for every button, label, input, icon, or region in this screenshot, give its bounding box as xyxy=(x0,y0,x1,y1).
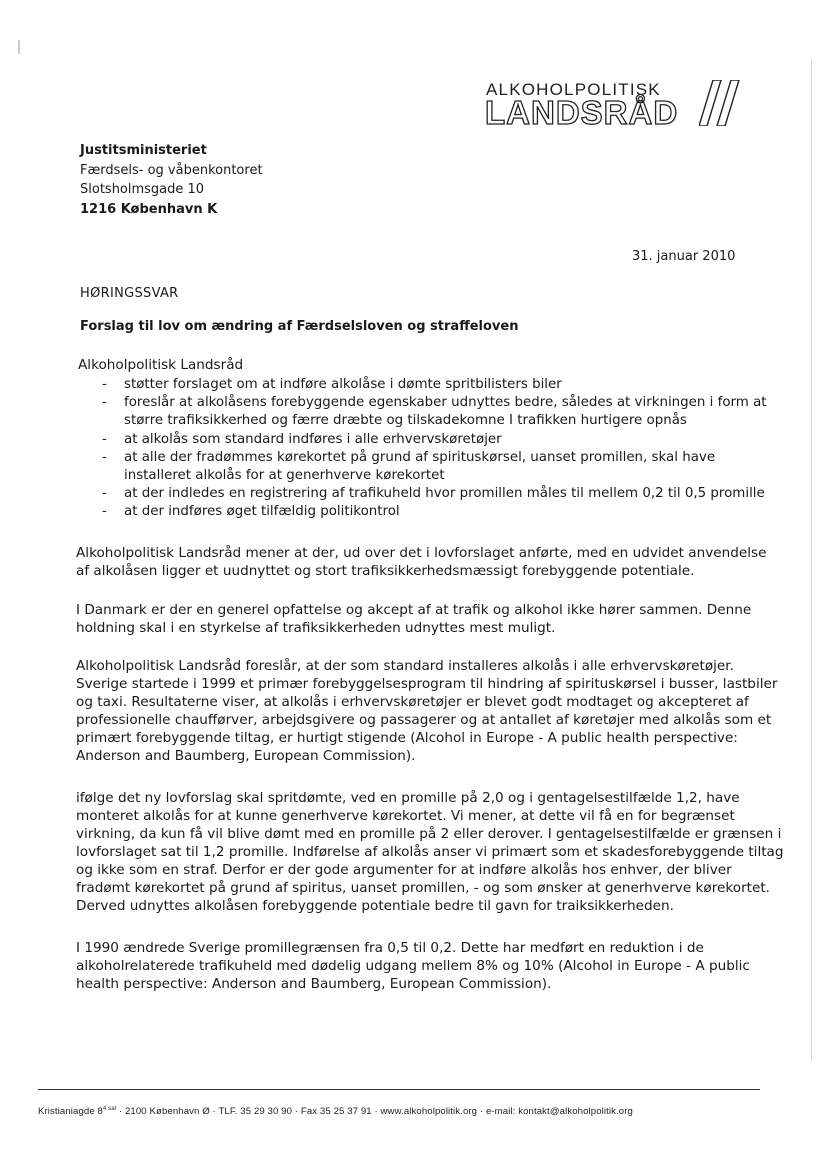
paragraph-line: I 1990 ændrede Sverige promillegrænsen fra 0,5 til 0,2. Dette har medført en reduktion i de xyxy=(76,940,704,956)
paragraph-line: ifølge det ny lovforslag skal spritdømte, ved en promille på 2,0 og i gentagelsestilfælde 1,2, have xyxy=(76,790,740,806)
paragraph-line: monteret alkolås for at kunne generhverve kørekortet. Vi mener, at dette vil få en for begrænset xyxy=(76,808,735,824)
recipient-office: Færdsels- og våbenkontoret xyxy=(80,162,263,178)
footer-floor: 4 sal xyxy=(102,1106,117,1112)
recipient-address xyxy=(80,141,263,219)
bullet-dash: - xyxy=(102,431,107,447)
recipient-street: Slotsholmsgade 10 xyxy=(80,182,205,197)
logo-line-2: LANDSRÅD xyxy=(485,94,679,131)
paragraph-line: Alkoholpolitisk Landsråd foreslår, at der som standard installeres alkolås i alle erhvervskøretøjer. xyxy=(76,658,734,674)
paragraph-line: og ikke som en straf. Derfor er der gode argumenter for at indføre alkolås hos enhver, der bliver xyxy=(76,862,732,878)
footer-contact-details: · 2100 København Ø · TLF. 35 29 30 90 · Fax 35 25 37 91 · www.alkoholpolitik.org · e-mail: kontakt@alkoholpolitik.org xyxy=(116,1106,633,1118)
paragraph-1 xyxy=(76,544,767,580)
list-item-text: at der indledes en registrering af trafikuheld hvor promillen måles til mellem 0,2 til 0,5 promille xyxy=(124,486,765,502)
logo-slash-icon xyxy=(699,80,741,130)
footer-contact xyxy=(38,1106,633,1117)
letter-heading: HØRINGSSVAR xyxy=(80,286,179,301)
paragraph-5 xyxy=(76,939,750,993)
paragraph-line: Anderson and Baumberg, European Commission). xyxy=(76,748,416,764)
paragraph-line: professionelle chaufførver, arbejdsgivere og passagerer og at antallet af køretøjer med alkolås som et xyxy=(76,712,772,728)
paragraph-3 xyxy=(76,657,778,765)
bullet-dash: - xyxy=(102,504,107,520)
intro-line: Alkoholpolitisk Landsråd xyxy=(78,357,244,373)
list-item xyxy=(102,376,767,394)
list-item xyxy=(102,394,767,430)
list-item-text: at der indføres øget tilfældig politikontrol xyxy=(124,504,400,520)
letter-date: 31. januar 2010 xyxy=(632,249,736,264)
list-item-text: at alkolås som standard indføres i alle erhvervskøretøjer xyxy=(124,431,502,447)
list-item xyxy=(102,485,767,503)
list-item-text: større trafiksikkerhed og færre dræbte og tilskadekomne I trafikken hurtigere opnås xyxy=(124,413,687,429)
list-item-text: installeret alkolås for at generhverve kørekortet xyxy=(124,468,445,484)
letter-subject: Forslag til lov om ændring af Færdselsloven og straffeloven xyxy=(80,319,519,334)
logo-line-1: ALKOHOLPOLITISK xyxy=(486,80,661,99)
paragraph-line: Alkoholpolitisk Landsråd mener at der, ud over det i lovforslaget anførte, med en udvidet anvendelse xyxy=(76,545,767,561)
paragraph-line: Sverige startede i 1999 et primær forebyggelsesprogram til hindring af spirituskørsel i busser, lastbiler xyxy=(76,676,778,692)
list-item-text: støtter forslaget om at indføre alkolåse i dømte spritbilisters biler xyxy=(124,377,562,392)
proposal-list xyxy=(102,376,767,522)
paragraph-4 xyxy=(76,789,784,915)
list-item xyxy=(102,449,767,485)
bullet-dash: - xyxy=(102,395,107,411)
bullet-dash: - xyxy=(102,486,107,502)
paragraph-line: health perspective: Anderson and Baumberg, European Commission). xyxy=(76,976,552,992)
list-item-text: foreslår at alkolåsens forebyggende egenskaber udnyttes bedre, således at virkningen i form at xyxy=(124,395,767,411)
footer-divider xyxy=(38,1089,760,1090)
paragraph-line: alkoholrelaterede trafikuheld med dødelig udgang mellem 8% og 10% (Alcohol in Europe - A public xyxy=(76,958,750,974)
paragraph-line: holdning skal i en styrkelse af trafiksikkerheden udnyttes mest muligt. xyxy=(76,620,556,636)
paragraph-line: primært forebyggende tiltag, er hurtigt stigende (Alcohol in Europe - A public health perspective: xyxy=(76,730,738,746)
list-item xyxy=(102,503,767,521)
scan-edge-mark xyxy=(811,60,812,1060)
paragraph-2 xyxy=(76,601,752,637)
paragraph-line: og taxi. Resultaterne viser, at alkolås i erhvervskøretøjer er blevet godt modtaget og akcepteret af xyxy=(76,694,749,710)
paragraph-line: lovforslaget sat til 1,2 promille. Indførelse af alkolås anser vi primært som et skadesforebyggende tiltag xyxy=(76,844,784,860)
paragraph-line: af alkolåsen ligger et uudnyttet og stort trafiksikkerhedsmæssigt forebyggende potentiale. xyxy=(76,563,695,579)
paragraph-line: I Danmark er der en generel opfattelse og akcept af at trafik og alkohol ikke hører sammen. Denne xyxy=(76,602,752,618)
recipient-name: Justitsministeriet xyxy=(80,143,207,158)
recipient-city: 1216 København K xyxy=(80,201,218,217)
scan-corner-mark xyxy=(18,40,20,54)
footer-street: Kristianiagde 8 xyxy=(38,1106,103,1118)
bullet-dash: - xyxy=(102,377,107,392)
bullet-dash: - xyxy=(102,449,107,465)
paragraph-line: Derved udnyttes alkolåsen forebyggende potentiale bedre til gavn for traiksikkerheden. xyxy=(76,898,674,914)
list-item-text: at alle der fradømmes kørekortet på grund af spirituskørsel, uanset promillen, skal have xyxy=(124,449,716,465)
list-item xyxy=(102,431,767,449)
paragraph-line: virkning, da kun få vil blive dømt med en promille på 2 eller derover. I gentagelsestilfælde er grænsen i xyxy=(76,826,782,842)
paragraph-line: fradømt kørekortet på grund af spiritus, uanset promillen, - og som ønsker at generhverve kørekortet. xyxy=(76,880,771,896)
